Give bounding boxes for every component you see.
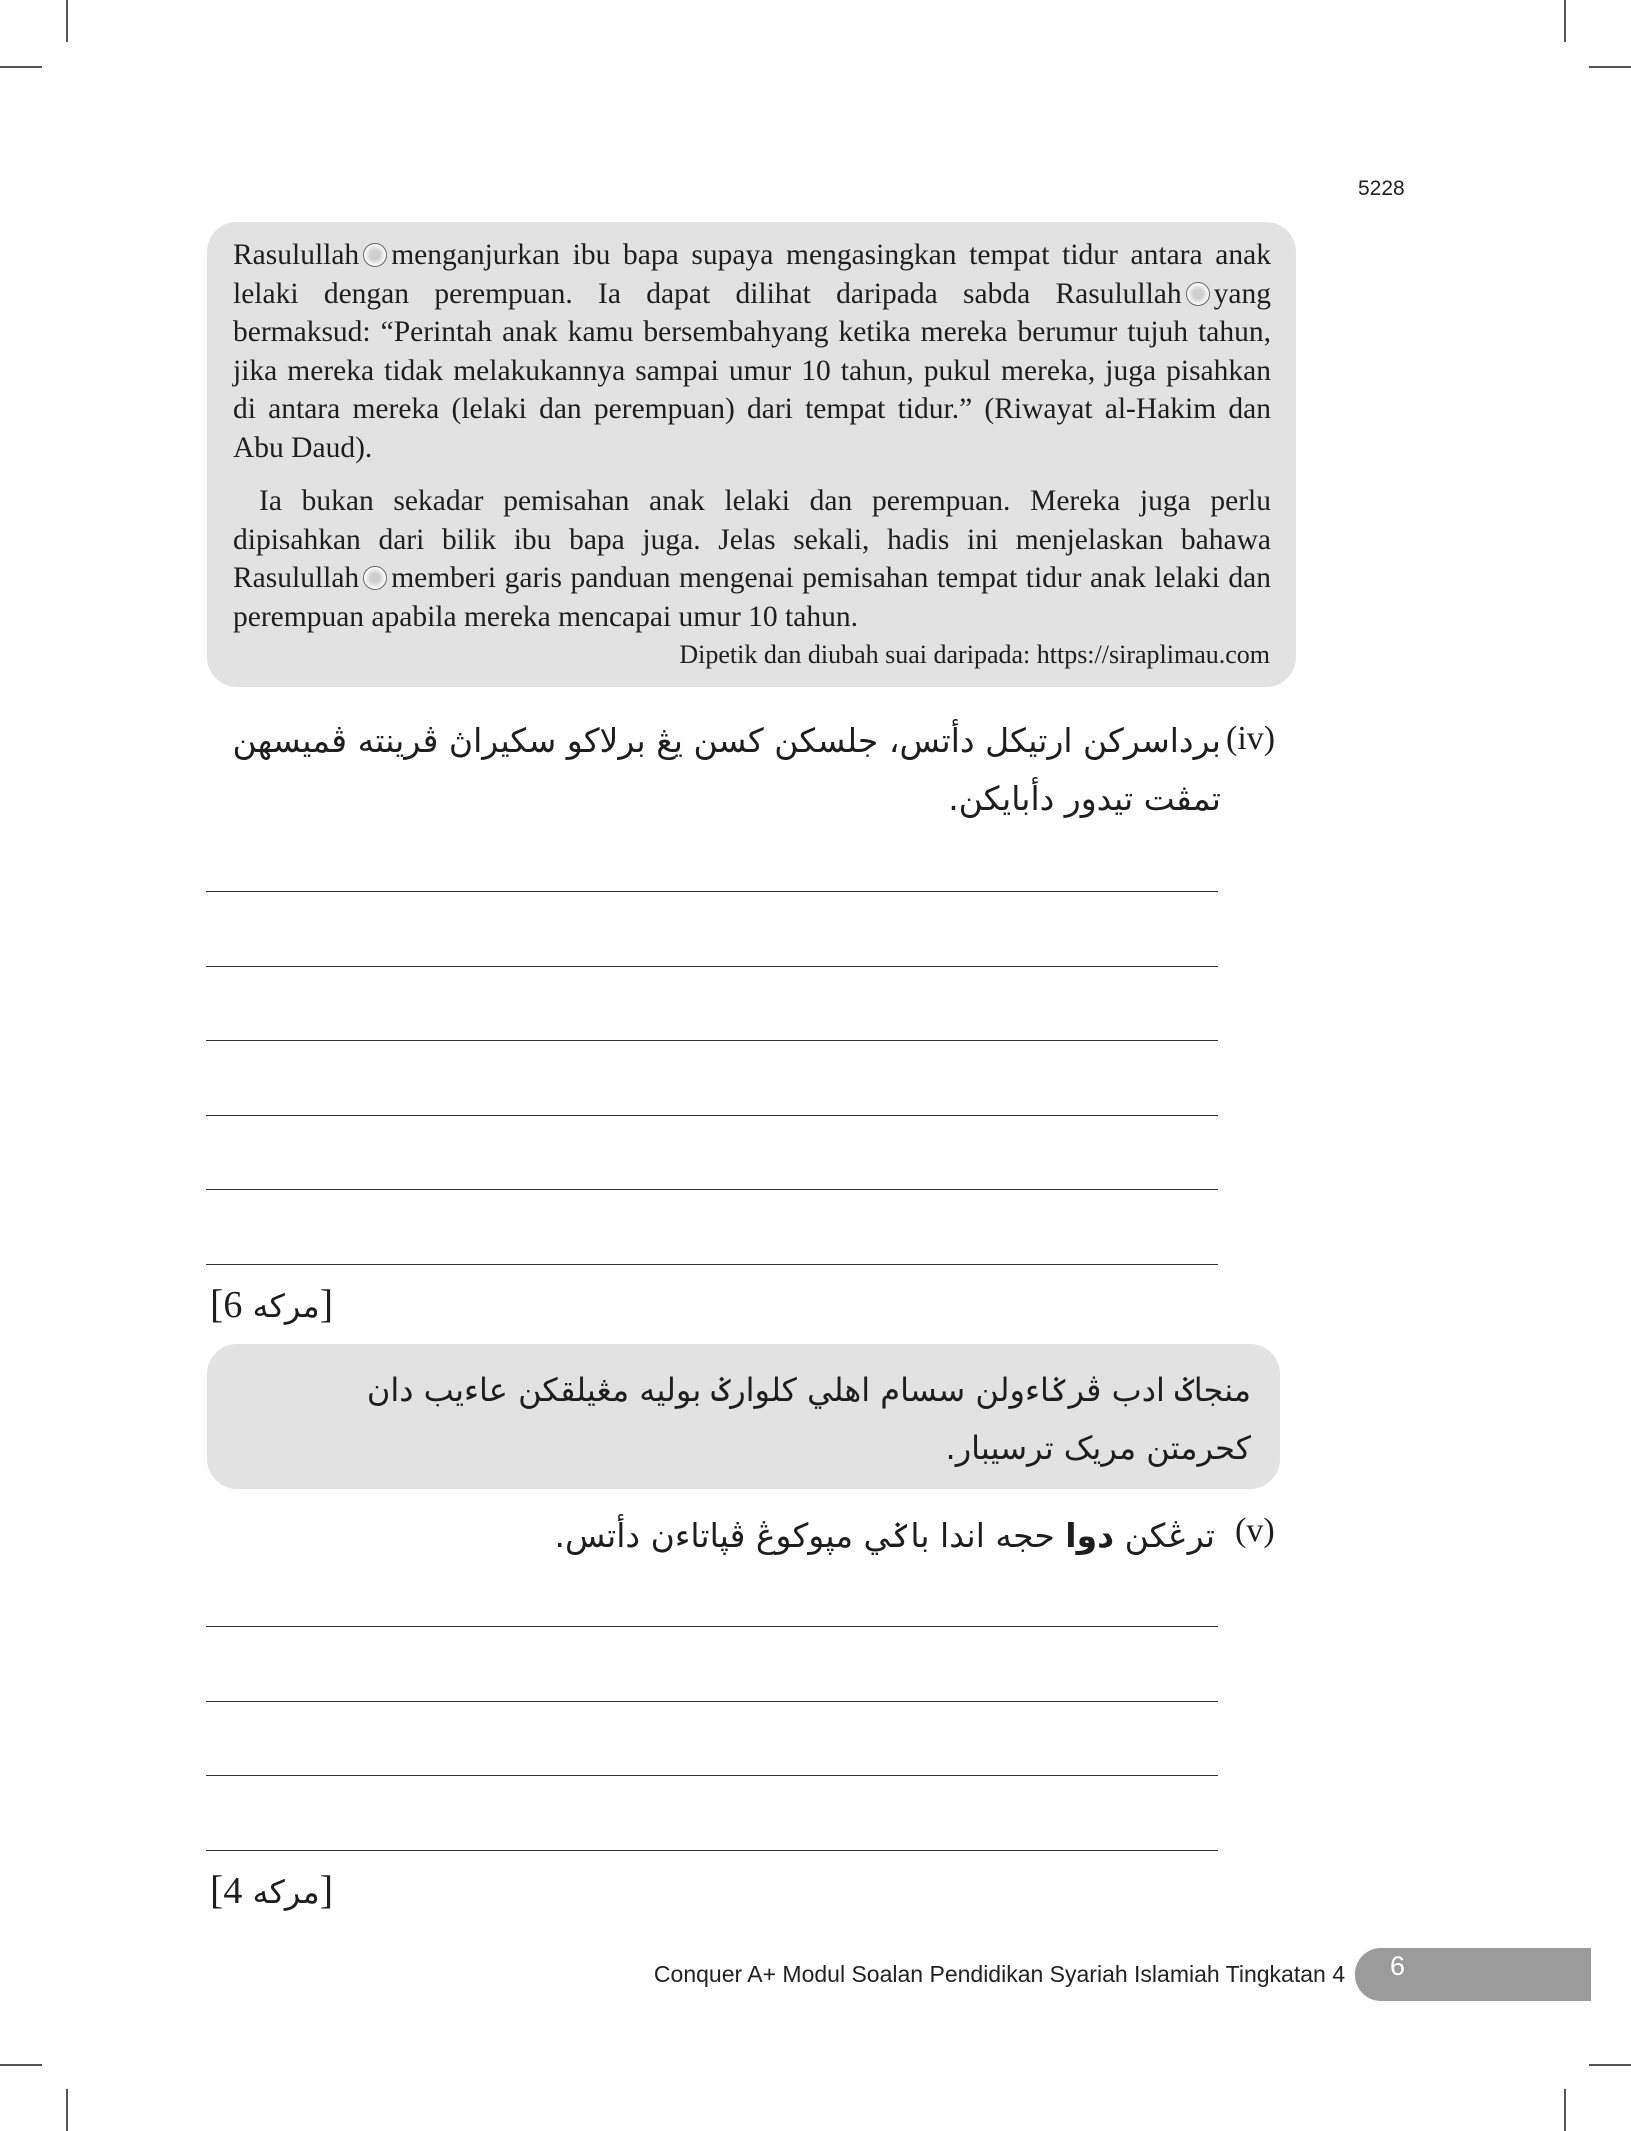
passage-source: Dipetik dan diubah suai daripada: https://siraplimau.com (679, 640, 1270, 669)
answer-line[interactable] (206, 1701, 1218, 1702)
marks-label: [6 مرکه] (210, 1281, 334, 1326)
passage-text: yang bermaksud: “Perintah anak kamu bersembahyang ketika mereka berumur tujuh tahun, jika mereka tidak melakukannya sampai umur 10 tahun, pukul mereka, juga pisahkan di antara mereka (lelaki dan perempuan) dari tempat tidur.” (Riwayat al-Hakim dan Abu Daud). (233, 277, 1271, 464)
passage-line: منجاݢ ادب ڤرݢاءولن سسام اهلي کلوارݢ بوليه مڠيلقکن عاءيب دان (366, 1371, 1251, 1409)
crop-mark (66, 0, 68, 42)
question-text-part: حجه اندا باݢي مپوکوڠ ڤپاتاءن دأتس. (554, 1516, 1055, 1555)
passage-text: memberi garis panduan mengenai pemisahan tempat tidur anak lelaki dan perempuan apabila mereka mencapai umur 10 tahun. (233, 562, 1271, 633)
crop-mark (1564, 2089, 1566, 2131)
answer-line[interactable] (206, 1189, 1218, 1190)
question-line: تمڤت تيدور دأبايکن. (948, 779, 1221, 818)
marks-number: 4 (223, 1870, 243, 1912)
saw-honorific-icon (363, 243, 387, 267)
answer-line[interactable] (206, 1775, 1218, 1776)
answer-line[interactable] (206, 1040, 1218, 1041)
passage-text: menganjurkan ibu bapa supaya mengasingkan tempat tidur antara anak lelaki dengan perempuan. Ia dapat dilihat daripada sabda Rasulullah (233, 239, 1271, 310)
passage-line: کحرمتن مريک ترسيبار. (945, 1429, 1251, 1467)
answer-line[interactable] (206, 1850, 1218, 1851)
crop-mark (0, 66, 42, 68)
crop-mark (1564, 0, 1566, 42)
crop-mark (0, 2064, 42, 2066)
passage-paragraph-1 (233, 236, 1271, 467)
question-text (215, 1507, 1215, 1565)
answer-line[interactable] (206, 1626, 1218, 1627)
footer-title: Conquer A+ Modul Soalan Pendidikan Syariah Islamiah Tingkatan 4 (653, 1961, 1345, 1987)
answer-line[interactable] (206, 966, 1218, 967)
marks-word: مرکه (252, 1873, 320, 1911)
answer-line[interactable] (206, 1264, 1218, 1265)
question-line: برداسرکن ارتيکل دأتس، جلسکن کسن يڠ برلاکو سکيراڽ ڤرينته ڤميسهن (232, 721, 1221, 760)
answer-line[interactable] (206, 1115, 1218, 1116)
crop-mark (1589, 2064, 1631, 2066)
question-number: (v) (1235, 1512, 1275, 1549)
saw-honorific-icon (363, 566, 387, 590)
marks-label: [4 مرکه] (210, 1867, 334, 1912)
question-number: (iv) (1226, 720, 1276, 757)
saw-honorific-icon (1186, 282, 1210, 306)
passage-2-text (231, 1361, 1251, 1477)
marks-word: مرکه (252, 1287, 320, 1325)
marks-number: 6 (223, 1284, 243, 1326)
page-code: 5228 (1358, 177, 1405, 200)
crop-mark (66, 2089, 68, 2131)
answer-line[interactable] (206, 891, 1218, 892)
question-text-part: ترڠکن (1124, 1516, 1215, 1555)
passage-paragraph-2 (233, 482, 1271, 636)
passage-text: Ia bukan sekadar pemisahan anak lelaki dan perempuan. Mereka juga perlu dipisahkan dari bilik ibu bapa juga. Jelas sekali, hadis ini menjelaskan bahawa Rasulullah (233, 485, 1271, 594)
question-text-emphasis: دوا (1065, 1516, 1115, 1555)
question-text (201, 712, 1221, 828)
page-number: 6 (1390, 1951, 1406, 1981)
passage-text: Rasulullah (233, 239, 360, 271)
crop-mark (1589, 66, 1631, 68)
